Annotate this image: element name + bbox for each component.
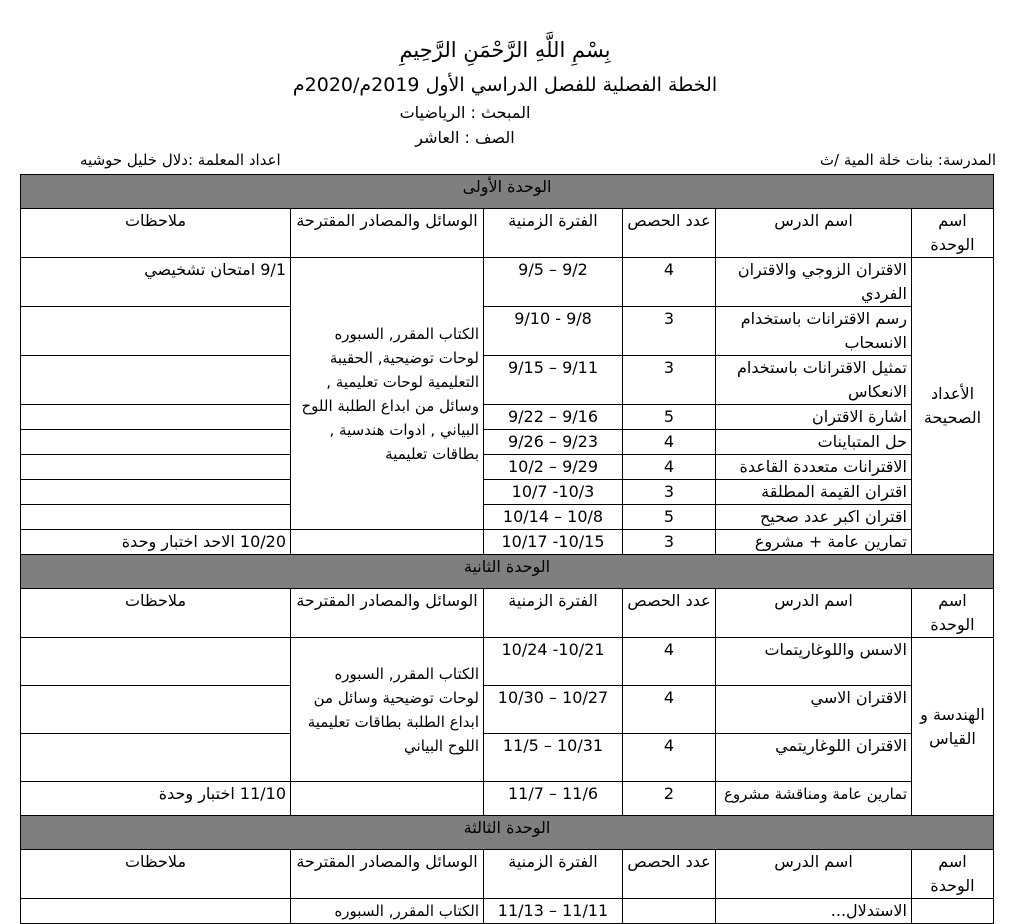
col-lesson-header: اسم الدرس — [716, 209, 912, 258]
unit-2-resources: الكتاب المقرر, السبوره لوحات توضيحية وسائل من ابداع الطلبة بطاقات تعليمية اللوح البياني — [291, 638, 484, 782]
lesson-count: 4 — [623, 258, 716, 307]
col-count-header: عدد الحصص — [623, 850, 716, 899]
unit-3-name — [912, 899, 994, 924]
unit-3-title: الوحدة الثالثة — [21, 816, 994, 850]
lesson-name: تمثيل الاقترانات باستخدام الانعكاس — [716, 356, 912, 405]
lesson-count: 3 — [623, 480, 716, 505]
table-row — [21, 686, 994, 734]
lesson-name: الاقترانات متعددة القاعدة — [716, 455, 912, 480]
lesson-notes — [21, 686, 291, 734]
col-period-header: الفترة الزمنية — [484, 850, 623, 899]
lesson-count: 4 — [623, 430, 716, 455]
lesson-period: 10/2 – 9/29 — [507, 457, 599, 476]
unit-1-resources: الكتاب المقرر, السبوره لوحات توضيحية, الحقيبة التعليمية لوحات تعليمية , وسائل من ابداع الطلبة اللوح البياني , ادوات هندسية , بطاقات تعليمية — [291, 258, 484, 530]
lesson-period: 10/24 -10/21 — [501, 640, 605, 659]
lesson-notes — [21, 899, 291, 924]
lesson-name: حل المتباينات — [716, 430, 912, 455]
table-row — [21, 782, 994, 816]
table-row — [21, 430, 994, 455]
lesson-period: 10/7 -10/3 — [511, 482, 595, 501]
lesson-period: 11/7 – 11/6 — [507, 784, 599, 803]
grade-line: الصف : العاشر — [415, 128, 515, 147]
col-unit-header: اسم الوحدة — [912, 589, 994, 638]
lesson-name: اشارة الاقتران — [716, 405, 912, 430]
resources-empty — [291, 530, 484, 555]
lesson-period: 10/14 – 10/8 — [502, 507, 604, 526]
lesson-count: 3 — [623, 307, 716, 356]
lesson-name: الاسس واللوغاريتمات — [716, 638, 912, 686]
unit-1-title: الوحدة الأولى — [21, 175, 994, 209]
lesson-count: 3 — [623, 530, 716, 555]
unit-3-resources: الكتاب المقرر, السبوره — [291, 899, 484, 924]
lesson-count: 3 — [623, 356, 716, 405]
lesson-period: 10/17 -10/15 — [501, 532, 605, 551]
lesson-count: 5 — [623, 405, 716, 430]
table-row — [21, 530, 994, 555]
col-period-header: الفترة الزمنية — [484, 589, 623, 638]
lesson-period: 11/13 – 11/11 — [497, 901, 609, 920]
lesson-count: 4 — [623, 686, 716, 734]
subject-line: المبحث : الرياضيات — [399, 103, 531, 122]
col-lesson-header: اسم الدرس — [716, 589, 912, 638]
col-notes-header: ملاحظات — [21, 589, 291, 638]
lesson-period: 9/22 – 9/16 — [507, 407, 599, 426]
col-notes-header: ملاحظات — [21, 850, 291, 899]
lesson-notes: 10/20 الاحد اختبار وحدة — [21, 530, 291, 555]
lesson-notes — [21, 430, 291, 455]
lesson-count — [623, 899, 716, 924]
lesson-count: 4 — [623, 638, 716, 686]
lesson-name: الاقتران الاسي — [716, 686, 912, 734]
col-period-header: الفترة الزمنية — [484, 209, 623, 258]
lesson-notes — [21, 307, 291, 356]
resources-empty — [291, 782, 484, 816]
plan-title: الخطة الفصلية للفصل الدراسي الأول 2019م/2020م — [292, 74, 718, 96]
lesson-name: الاستدلال... — [716, 899, 912, 924]
lesson-count: 4 — [623, 734, 716, 782]
table-row — [21, 734, 994, 782]
col-unit-header: اسم الوحدة — [912, 209, 994, 258]
table-row — [21, 638, 994, 686]
table-row — [21, 480, 994, 505]
lesson-count: 2 — [623, 782, 716, 816]
school-name: المدرسة: بنات خلة المية /ث — [819, 151, 996, 169]
unit-1-name: الأعداد الصحيحة — [912, 258, 994, 555]
table-row — [21, 899, 994, 924]
col-count-header: عدد الحصص — [623, 209, 716, 258]
col-lesson-header: اسم الدرس — [716, 850, 912, 899]
teacher-name: اعداد المعلمة :دلال خليل حوشيه — [80, 151, 281, 169]
basmala: بِسْمِ اللَّهِ الرَّحْمَنِ الرَّحِيمِ — [399, 38, 611, 62]
lesson-count: 5 — [623, 505, 716, 530]
lesson-notes — [21, 734, 291, 782]
lesson-period: 10/30 – 10/27 — [497, 688, 609, 707]
lesson-name: اقتران القيمة المطلقة — [716, 480, 912, 505]
lesson-period: 9/10 - 9/8 — [514, 309, 592, 328]
col-notes-header: ملاحظات — [21, 209, 291, 258]
lesson-name: اقتران اكبر عدد صحيح — [716, 505, 912, 530]
lesson-name: تمارين عامة ومناقشة مشروع — [716, 782, 912, 816]
lesson-name: الاقتران اللوغاريتمي — [716, 734, 912, 782]
col-unit-header: اسم الوحدة — [912, 850, 994, 899]
table-row — [21, 455, 994, 480]
lesson-name: رسم الاقترانات باستخدام الانسحاب — [716, 307, 912, 356]
unit-2-title: الوحدة الثانية — [21, 555, 994, 589]
lesson-notes — [21, 356, 291, 405]
lesson-notes — [21, 455, 291, 480]
lesson-notes: 9/1 امتحان تشخيصي — [21, 258, 291, 307]
lesson-period: 11/5 – 10/31 — [502, 736, 604, 755]
lesson-notes — [21, 480, 291, 505]
semester-plan-table — [20, 174, 994, 924]
unit-2-name: الهندسة و القياس — [912, 638, 994, 816]
col-resources-header: الوسائل والمصادر المقترحة — [291, 589, 484, 638]
lesson-notes: 11/10 اختبار وحدة — [21, 782, 291, 816]
table-row — [21, 356, 994, 405]
table-row — [21, 307, 994, 356]
lesson-period: 9/26 – 9/23 — [507, 432, 599, 451]
col-count-header: عدد الحصص — [623, 589, 716, 638]
lesson-count: 4 — [623, 455, 716, 480]
lesson-name: الاقتران الزوجي والاقتران الفردي — [716, 258, 912, 307]
table-row — [21, 505, 994, 530]
col-resources-header: الوسائل والمصادر المقترحة — [291, 850, 484, 899]
lesson-notes — [21, 638, 291, 686]
table-row — [21, 405, 994, 430]
lesson-notes — [21, 405, 291, 430]
lesson-notes — [21, 505, 291, 530]
col-resources-header: الوسائل والمصادر المقترحة — [291, 209, 484, 258]
lesson-name: تمارين عامة + مشروع — [716, 530, 912, 555]
table-row — [21, 258, 994, 307]
lesson-period: 9/5 – 9/2 — [518, 260, 588, 279]
lesson-period: 9/15 – 9/11 — [507, 358, 599, 377]
